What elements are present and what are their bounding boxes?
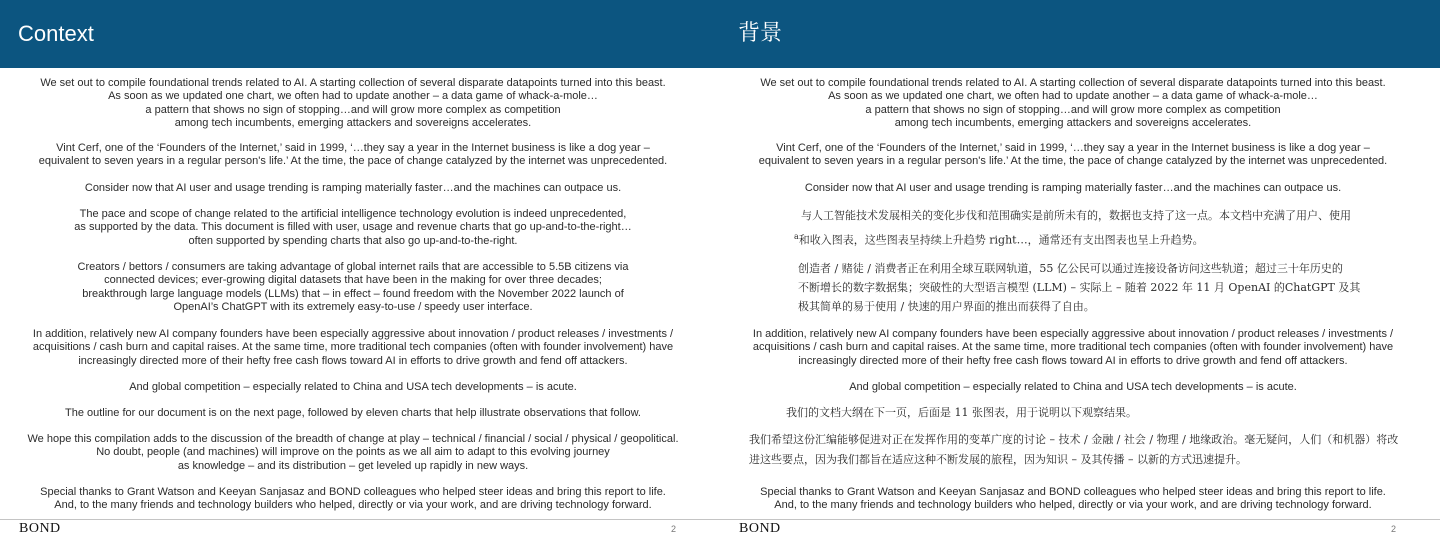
page-number: 2 [671, 524, 677, 534]
paragraph-outline [0, 407, 706, 420]
text-line: a pattern that shows no sign of stopping…and will grow more complex as competition [865, 103, 1281, 116]
paragraph-creators-internet-rails [798, 259, 1360, 316]
text-line: among tech incumbents, emerging attackers and sovereigns accelerates. [174, 116, 532, 129]
footer-divider [0, 519, 720, 520]
paragraph-thanks [0, 486, 706, 513]
text-line: No doubt, people (and machines) will improve on the points as we all aim to adapt to this evolving journey [96, 446, 610, 459]
text-line: 进这些要点，因为我们都旨在适应这种不断发展的旅程，因为知识 – 及其传播 – 以新的方式迅速提升。 [749, 453, 1247, 466]
bond-logo: BOND [19, 521, 61, 536]
text-line: OpenAI’s ChatGPT with its extremely easy-to-use / speedy user interface. [173, 300, 533, 313]
text-line: 极其简单的易于使用 / 快速的用户界面的推出而获得了自由。 [798, 299, 1095, 313]
text-line: Special thanks to Grant Watson and Keeyan Sanjasaz and BOND colleagues who helped steer ideas and bring this report to life. [760, 486, 1386, 498]
text-line: We set out to compile foundational trends related to AI. A starting collection of several disparate datapoints turned into this beast. [40, 77, 666, 89]
slide-title: 背景 [738, 21, 783, 46]
text-line: Special thanks to Grant Watson and Keeyan Sanjasaz and BOND colleagues who helped steer ideas and bring this report to life. [40, 486, 666, 498]
bond-logo: BOND [739, 521, 781, 536]
text-line: Consider now that AI user and usage trending is ramping materially faster…and the machines can outpace us. [804, 182, 1342, 194]
text-line: increasingly directed more of their hefty free cash flows toward AI in efforts to drive growth and fend off attackers. [78, 354, 628, 367]
paragraph-founders-investment [720, 328, 1426, 368]
paragraph-global-competition [720, 381, 1426, 394]
text-line: often supported by spending charts that also go up-and-to-the-right. [188, 234, 518, 247]
text-line: equivalent to seven years in a regular person's life.’ At the time, the pace of change catalyzed by the internet was unprecedented. [758, 155, 1388, 168]
paragraph-vint-cerf-quote [0, 142, 706, 169]
text-line: breakthrough large language models (LLMs) that – in effect – found freedom with the November 2022 launch of [82, 287, 624, 300]
text-line: And, to the many friends and technology builders who helped, directly or via your work, and are driving technology forward. [774, 499, 1372, 512]
text-line: The pace and scope of change related to the artificial intelligence technology evolution is indeed unprecedented, [79, 208, 627, 220]
text-line: We hope this compilation adds to the discussion of the breadth of change at play – technical / financial / social / physical / geopolitical. [27, 433, 679, 445]
text-line: The outline for our document is on the next page, followed by eleven charts that help illustrate observations that follow. [64, 407, 641, 419]
text-line: 创造者 / 赌徒 / 消费者正在利用全球互联网轨道，55 亿公民可以通过连接设备访问这些轨道；超过三十年历史的 [798, 261, 1343, 275]
paragraph-global-competition [0, 381, 706, 394]
text-line: 与人工智能技术发展相关的变化步伐和范围确实是前所未有的，数据也支持了这一点。本文档中充满了用户、使用 [801, 208, 1351, 222]
text-line: as knowledge – and its distribution – get leveled up rapidly in new ways. [177, 459, 529, 472]
text-line: Vint Cerf, one of the ‘Founders of the Internet,’ said in 1999, ‘…they say a year in the Internet business is like a dog year – [776, 142, 1370, 154]
paragraph-outline [786, 403, 1137, 423]
paragraph-vint-cerf-quote [720, 142, 1426, 169]
paragraph-thanks [720, 486, 1426, 513]
text-line: And, to the many friends and technology builders who helped, directly or via your work, and are driving technology forward. [54, 499, 652, 512]
text-line: In addition, relatively new AI company founders have been especially aggressive about innovation / product releases / investments / [32, 328, 674, 340]
text-line: And global competition – especially related to China and USA tech developments – is acute. [129, 381, 577, 393]
text-line: a和收入图表，这些图表呈持续上升趋势 right…，通常还有支出图表也呈上升趋势。 [794, 231, 1204, 247]
footer-divider [720, 519, 1440, 520]
text-line: Consider now that AI user and usage trending is ramping materially faster…and the machines can outpace us. [84, 182, 622, 194]
text-line: 不断增长的数字数据集；突破性的大型语言模型 (LLM) – 实际上 – 随着 2022 年 11 月 OpenAI 的ChatGPT 及其 [798, 280, 1361, 294]
text-line: Creators / bettors / consumers are taking advantage of global internet rails that are accessible to 5.5B citizens via [77, 261, 629, 273]
page-number: 2 [1391, 524, 1397, 534]
paragraph-intro [0, 77, 706, 130]
text-line: equivalent to seven years in a regular person's life.’ At the time, the pace of change catalyzed by the internet was unprecedented. [38, 155, 668, 168]
text-line: 我们的文档大纲在下一页，后面是 11 张图表，用于说明以下观察结果。 [786, 406, 1137, 419]
text-line: as supported by the data. This document is filled with user, usage and revenue charts that go up-and-to-the-right… [74, 221, 632, 234]
paragraph-creators-internet-rails [0, 261, 706, 314]
paragraph-ai-pace [0, 182, 706, 195]
paragraph-unprecedented-change [0, 208, 706, 248]
paragraph-hope [749, 430, 1398, 470]
slide-header [720, 0, 1440, 68]
paragraph-intro [720, 77, 1426, 130]
text-line: In addition, relatively new AI company founders have been especially aggressive about innovation / product releases / investments / [752, 328, 1394, 340]
text-line: 我们希望这份汇编能够促进对正在发挥作用的变革广度的讨论 – 技术 / 金融 / 社会 / 物理 / 地缘政治。毫无疑问，人们（和机器）将改 [749, 433, 1399, 446]
slide-header [0, 0, 720, 68]
paragraph-founders-investment [0, 328, 706, 368]
text-line: acquisitions / cash burn and capital raises. At the same time, more traditional tech companies (often with founder involvement) have [32, 341, 674, 354]
slide-title: Context [18, 21, 94, 46]
text-line: Vint Cerf, one of the ‘Founders of the Internet,’ said in 1999, ‘…they say a year in the Internet business is like a dog year – [56, 142, 650, 154]
text-line: acquisitions / cash burn and capital raises. At the same time, more traditional tech companies (often with founder involvement) have [752, 341, 1394, 354]
text-line: increasingly directed more of their hefty free cash flows toward AI in efforts to drive growth and fend off attackers. [798, 354, 1348, 367]
text-line: As soon as we updated one chart, we often had to update another – a data game of whack-a-mole… [828, 90, 1318, 103]
text-line: among tech incumbents, emerging attackers and sovereigns accelerates. [894, 116, 1252, 129]
paragraph-ai-pace [720, 182, 1426, 195]
paragraph-hope [0, 433, 706, 473]
text-line: As soon as we updated one chart, we often had to update another – a data game of whack-a-mole… [108, 90, 598, 103]
paragraph-unprecedented-change [794, 205, 1351, 251]
text-line: a pattern that shows no sign of stopping…and will grow more complex as competition [145, 103, 561, 116]
text-line: We set out to compile foundational trends related to AI. A starting collection of several disparate datapoints turned into this beast. [760, 77, 1386, 89]
text-line: And global competition – especially related to China and USA tech developments – is acute. [849, 381, 1297, 393]
slide-context-zh [720, 0, 1440, 540]
text-line: connected devices; ever-growing digital datasets that have been in the making for over three decades; [104, 274, 602, 287]
